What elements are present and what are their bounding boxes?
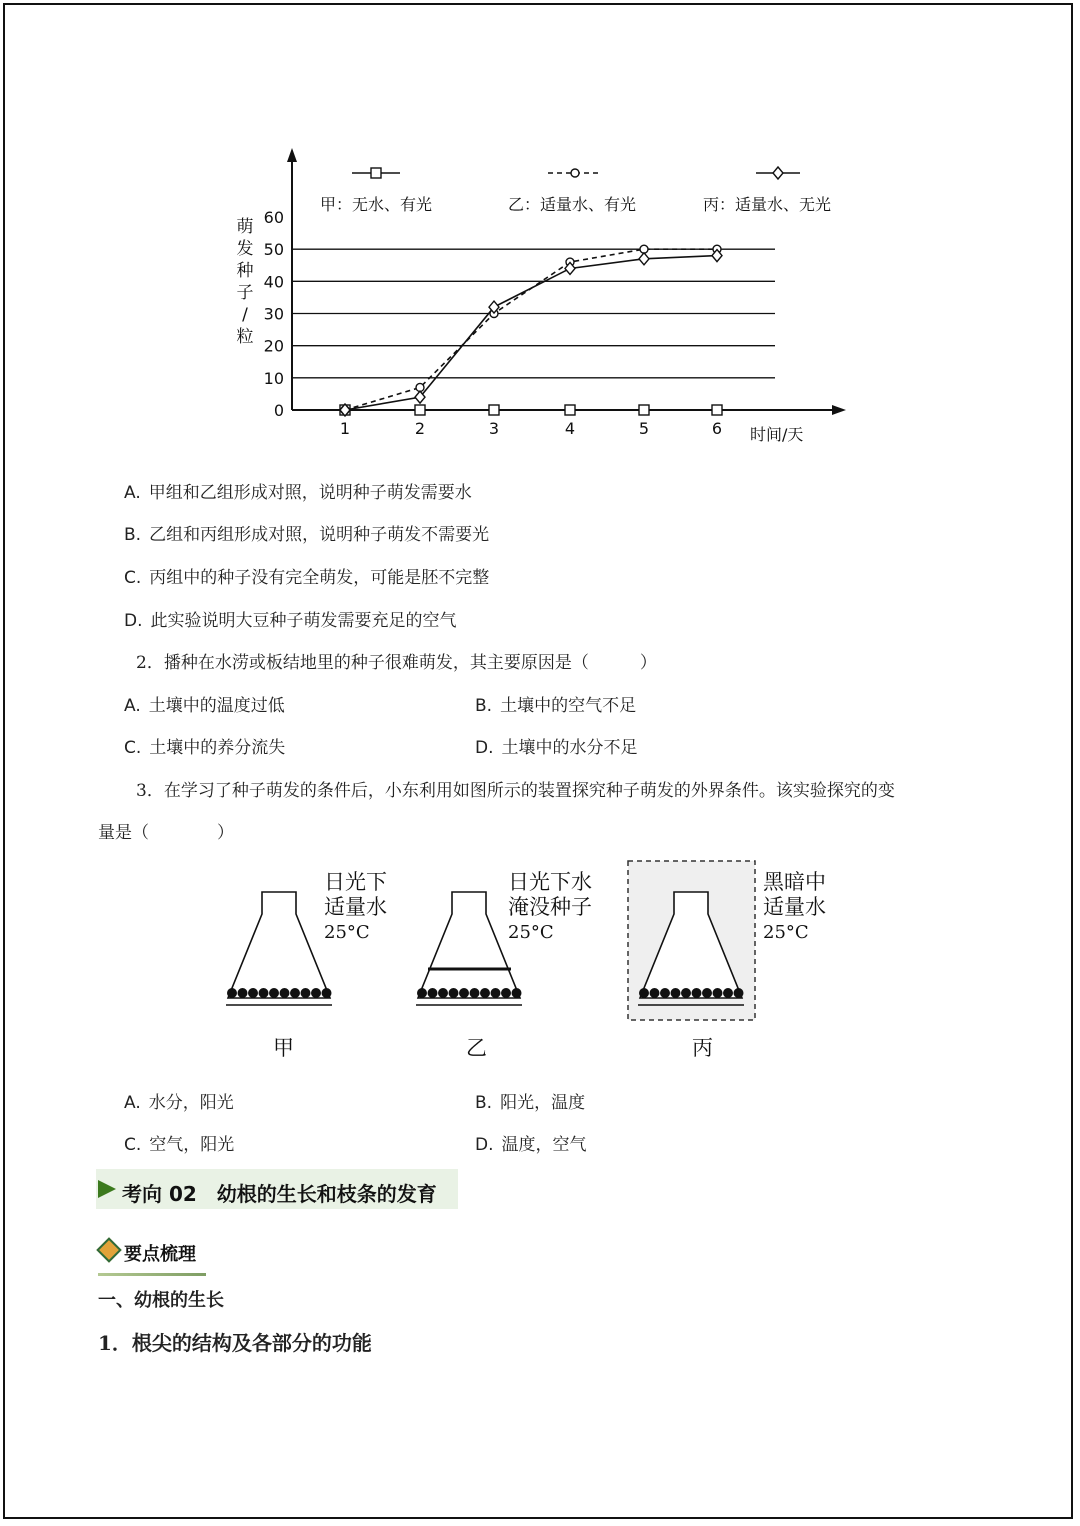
seed [734,988,744,998]
flask-jia [226,892,332,1005]
seed [248,988,258,998]
keypoints-underline [98,1273,206,1276]
keypoints-heading [96,1237,206,1277]
diamond-icon [96,1237,121,1262]
flask-yi [416,892,522,1005]
seed [501,988,511,998]
option-letter: D. [475,738,494,758]
y-tick-label: 0 [273,401,284,420]
q2-option-c[interactable] [124,733,285,758]
q2-option-a[interactable] [124,691,285,716]
seed [259,988,269,998]
temperature-line: 25°C [508,922,554,943]
data-point-diamond [773,167,783,179]
seed [417,988,427,998]
option-text: 土壤中的养分流失 [149,738,286,758]
option-text: 甲组和乙组形成对照，说明种子萌发需要水 [148,483,472,503]
option-letter: A. [124,696,141,716]
x-tick-label: 5 [638,419,650,438]
option-letter: D. [124,611,143,631]
option-letter: B. [124,525,142,545]
y-label-char: 种 [236,261,254,281]
q3-stem-line2: 量是（ ） [98,823,234,843]
section-banner [96,1169,458,1209]
option-letter: C. [124,738,142,758]
flask-yi-label [508,870,592,945]
condition-line: 黑暗中 [763,870,826,894]
seed [438,988,448,998]
option-letter: B. [475,1093,493,1113]
option-text: 阳光，温度 [500,1093,586,1113]
y-label-char: 子 [236,283,254,303]
seed [269,988,279,998]
seed [480,988,490,998]
section-title: 考向 02 幼根的生长和枝条的发育 [122,1182,437,1206]
seed [512,988,522,998]
y-tick-label: 10 [263,368,284,388]
option-letter: A. [124,1093,141,1113]
seed [660,988,670,998]
q1-option-b[interactable] [124,520,489,545]
option-text: 土壤中的空气不足 [500,696,637,716]
legend-label: 丙：适量水、无光 [703,195,832,214]
subsection-heading: 一、幼根的生长 [98,1290,224,1311]
option-text: 土壤中的温度过低 [148,696,285,716]
q3-stem-line1: 3．在学习了种子萌发的条件后，小东利用如图所示的装置探究种子萌发的外界条件。该实验探究的变 [136,781,895,801]
data-point-square [712,405,722,415]
q3-option-b[interactable] [475,1088,585,1113]
data-point-diamond [639,253,649,265]
flask-jia-label [324,870,387,945]
seed [280,988,290,998]
option-letter: B. [475,696,493,716]
seed [227,988,237,998]
seed [238,988,248,998]
q1-option-c[interactable] [124,563,489,588]
flask-caption-yi: 乙 [466,1036,487,1060]
seed [650,988,660,998]
condition-line: 日光下 [324,870,387,894]
seed [290,988,300,998]
data-point-square [415,405,425,415]
y-tick-label: 50 [263,240,284,260]
seed [681,988,691,998]
flask-bing-label [763,870,826,945]
keypoints-label: 要点梳理 [124,1244,196,1265]
series-line-circle [345,249,717,410]
legend-label: 乙：适量水、有光 [508,195,637,214]
y-tick-label: 20 [263,336,284,356]
q1-option-a[interactable] [124,478,472,503]
seed [470,988,480,998]
condition-line: 适量水 [324,895,387,919]
condition-line: 适量水 [763,895,826,919]
condition-line: 淹没种子 [508,895,592,919]
seed [702,988,712,998]
option-text: 土壤中的水分不足 [501,738,638,758]
y-label-char: 发 [236,239,254,259]
option-text: 水分，阳光 [148,1093,234,1113]
data-point-square [371,168,381,178]
data-point-square [639,405,649,415]
seed [692,988,702,998]
x-tick-label: 2 [414,419,426,438]
seed [671,988,681,998]
seed [322,988,332,998]
subsection-item-heading: 1．根尖的结构及各部分的功能 [98,1331,372,1355]
x-tick-label: 4 [564,419,576,438]
data-point-circle [571,169,579,177]
flask-caption-jia: 甲 [273,1036,294,1060]
option-letter: D. [475,1135,494,1155]
option-text: 空气，阳光 [149,1135,235,1155]
series-line-diamond [345,256,717,410]
germination-line-chart [0,0,1080,460]
y-label-char: / [242,305,248,325]
temperature-line: 25°C [763,922,809,943]
option-letter: A. [124,483,141,503]
y-label-char: 粒 [236,327,254,347]
temperature-line: 25°C [324,922,370,943]
data-point-square [565,405,575,415]
y-axis-arrow [287,148,297,162]
x-tick-label: 3 [488,419,500,438]
q2-option-d[interactable] [475,733,638,758]
seed [639,988,649,998]
q1-option-d[interactable] [124,606,457,631]
q3-option-a[interactable] [124,1088,234,1113]
option-letter: C. [124,1135,142,1155]
legend-label: 甲：无水、有光 [320,195,433,214]
option-letter: C. [124,568,142,588]
q2-stem: 2．播种在水涝或板结地里的种子很难萌发，其主要原因是（ ） [136,653,657,673]
seed [491,988,501,998]
seed [428,988,438,998]
q2-option-b[interactable] [475,691,636,716]
q3-option-d[interactable] [475,1130,587,1155]
option-text: 乙组和丙组形成对照，说明种子萌发不需要光 [149,525,490,545]
y-tick-label: 40 [263,272,284,292]
x-tick-label: 1 [339,419,351,438]
x-axis-label: 时间/天 [750,425,804,444]
option-text: 丙组中的种子没有完全萌发，可能是胚不完整 [149,568,490,588]
seed [459,988,469,998]
y-tick-label: 30 [263,304,284,324]
seed [311,988,321,998]
seed [713,988,723,998]
play-arrow-icon [98,1180,116,1198]
seed [723,988,733,998]
data-point-square [489,405,499,415]
x-tick-label: 6 [711,419,723,438]
y-label-char: 萌 [236,217,254,237]
seed [301,988,311,998]
x-axis-arrow [832,405,846,415]
condition-line: 日光下水 [508,870,592,894]
option-text: 温度，空气 [501,1135,587,1155]
y-tick-label: 60 [263,208,284,227]
y-axis-label [237,217,254,347]
q3-option-c[interactable] [124,1130,234,1155]
option-text: 此实验说明大豆种子萌发需要充足的空气 [150,611,457,631]
seed [449,988,459,998]
flask-caption-bing: 丙 [692,1036,713,1060]
